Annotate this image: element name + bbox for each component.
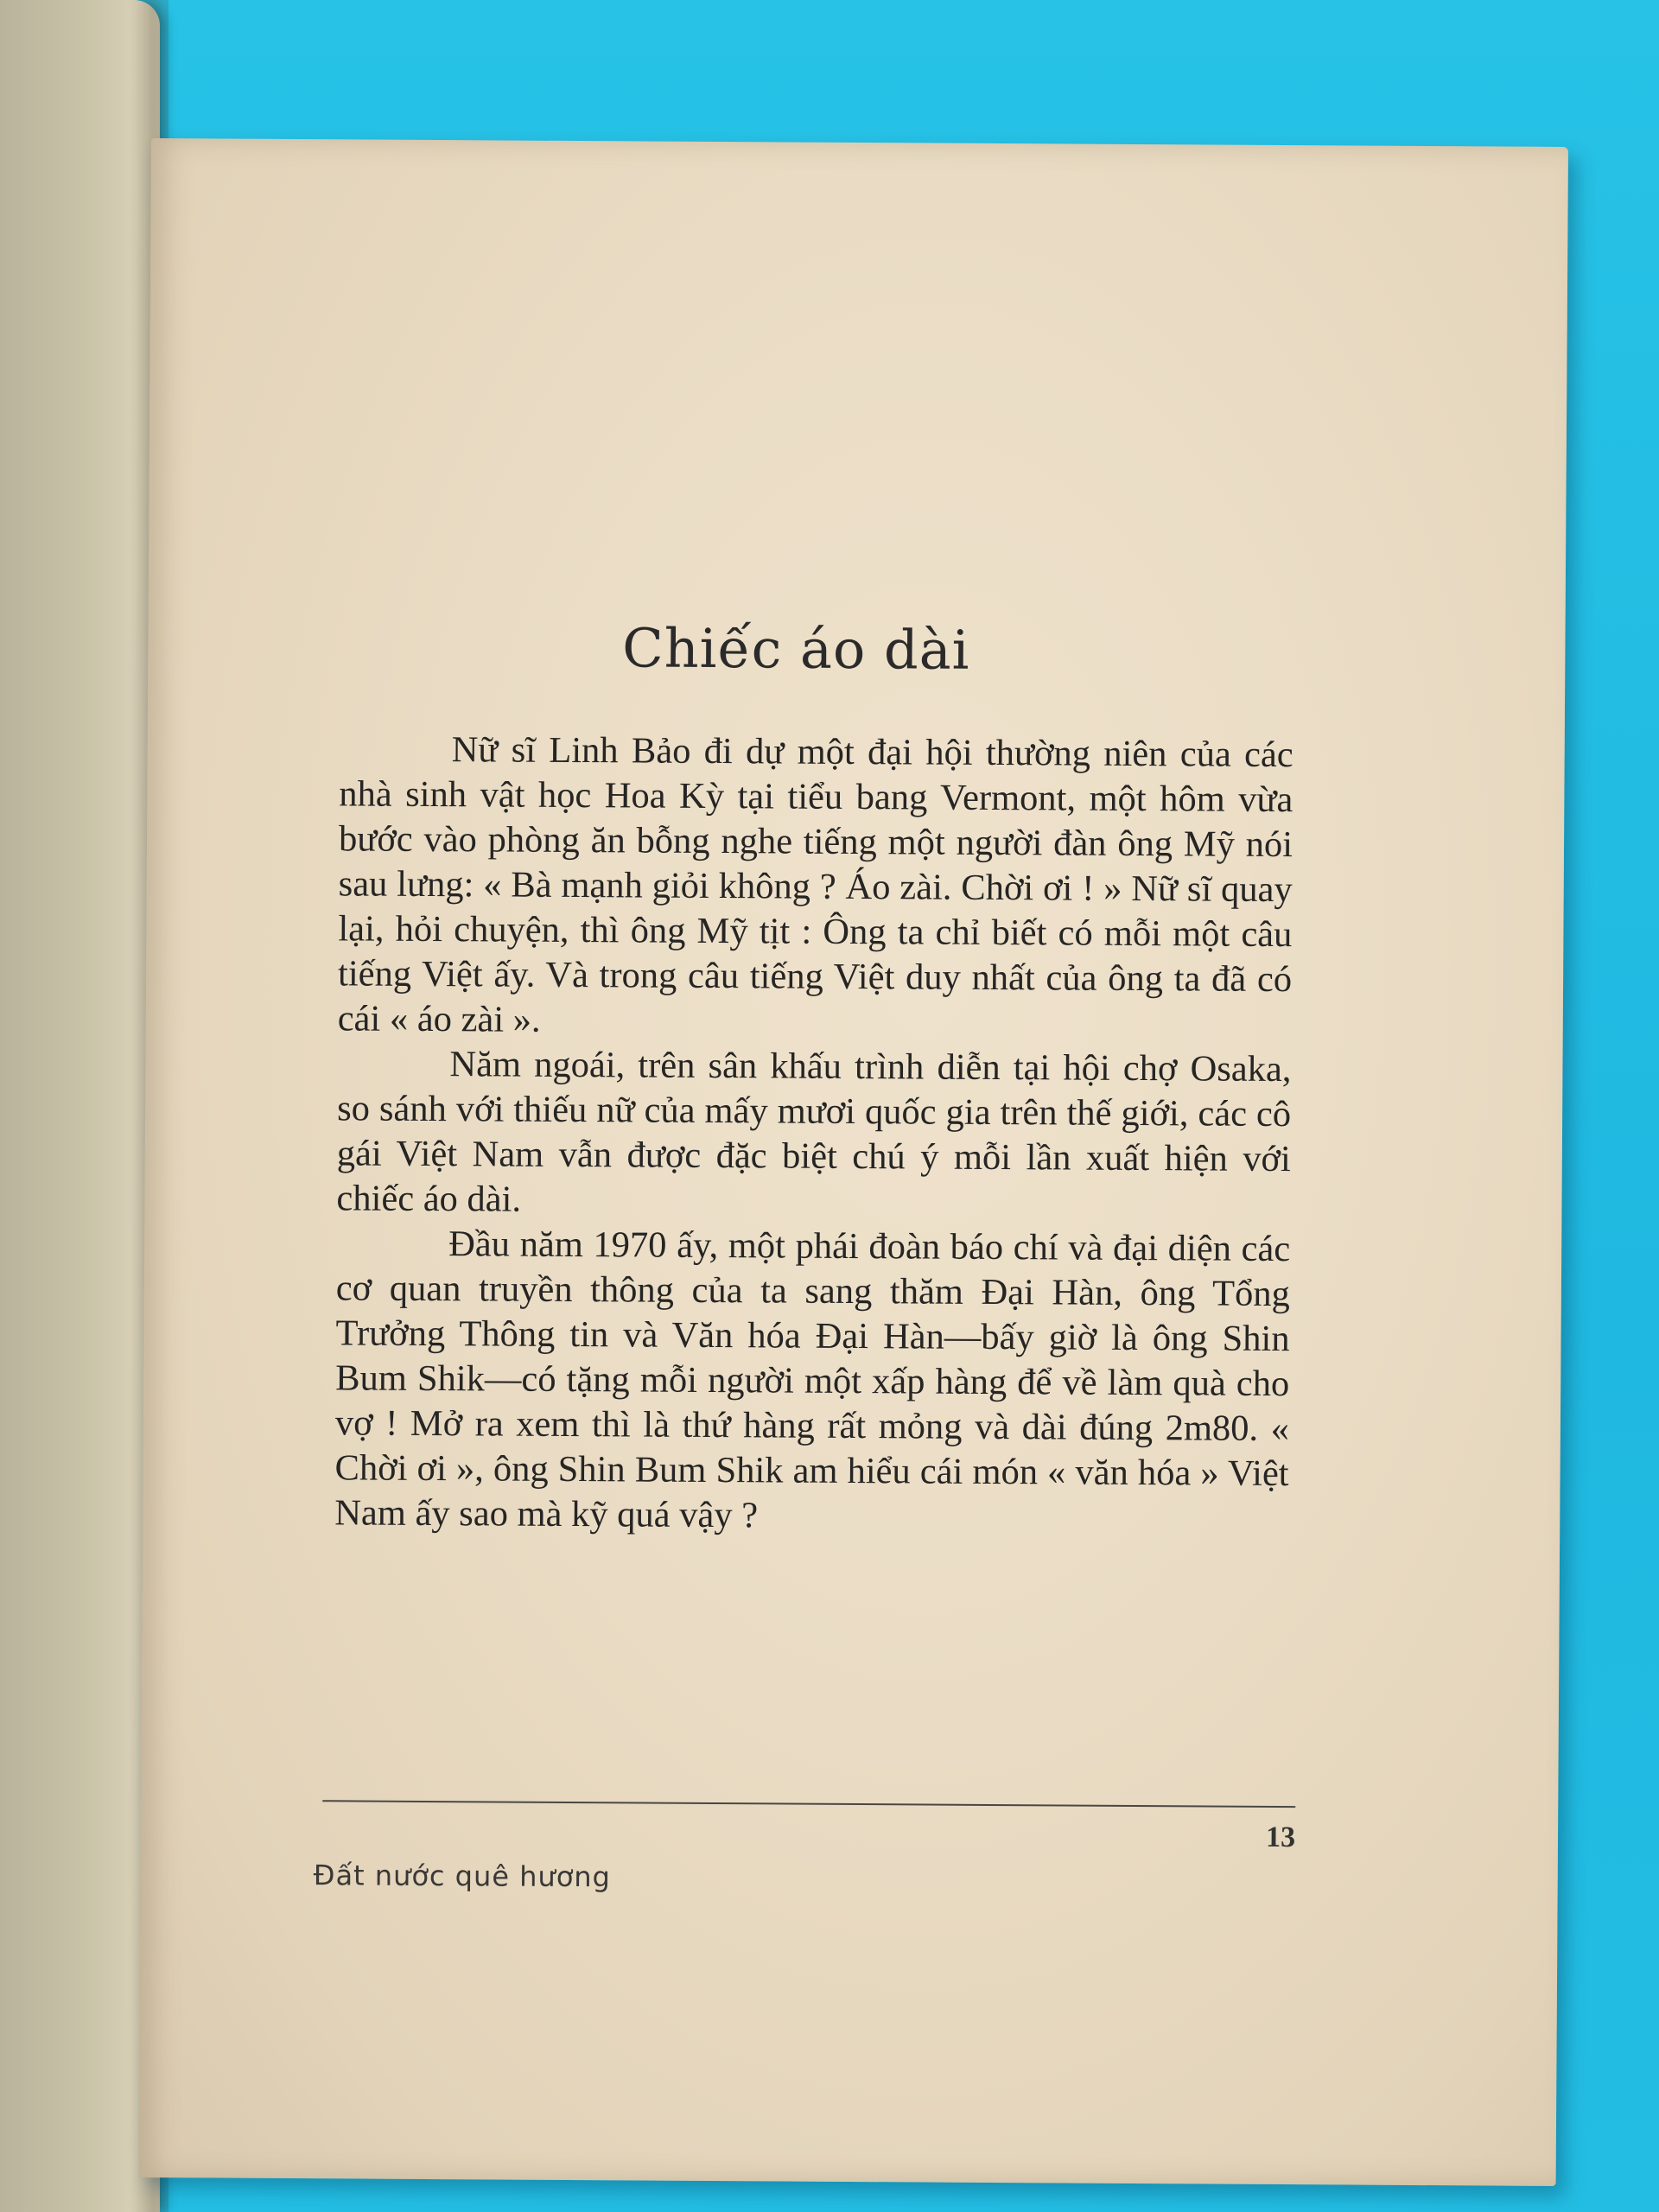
page-title: Chiếc áo dài [622, 616, 970, 682]
page-number: 13 [1265, 1821, 1296, 1854]
running-footer: Đất nước quê hương [313, 1859, 612, 1894]
paragraph-1: Nữ sĩ Linh Bảo đi dự một đại hội thường niên của các nhà sinh vật học Hoa Kỳ tại tiểu bang Vermont, một hôm vừa bước vào phòng ăn bỗng nghe tiếng một người đàn ông Mỹ nói sau lưng: « Bà mạnh giỏi không ? Áo zài. Chời ơi ! » Nữ sĩ quay lại, hỏi chuyện, thì ông Mỹ tịt : Ông ta chỉ biết có mỗi một câu tiếng Việt ấy. Và trong câu tiếng Việt duy nhất của ông ta đã có cái « áo zài ». [337, 729, 1294, 1040]
paragraph-2: Năm ngoái, trên sân khấu trình diễn tại hội chợ Osaka, so sánh với thiếu nữ của mấy mươi quốc gia trên thế giới, các cô gái Việt Nam vẫn được đặc biệt chú ý mỗi lần xuất hiện với chiếc áo dài. [336, 1044, 1292, 1220]
book-page [139, 138, 1568, 2186]
body-text [334, 727, 1294, 1541]
paragraph-3: Đầu năm 1970 ấy, một phái đoàn báo chí và đại diện các cơ quan truyền thông của ta sang thăm Đại Hàn, ông Tổng Trưởng Thông tin và Văn hóa Đại Hàn—bấy giờ là ông Shin Bum Shik—có tặng mỗi người một xấp hàng để về làm quà cho vợ ! Mở ra xem thì là thứ hàng rất mỏng và dài đúng 2m80. « Chời ơi », ông Shin Bum Shik am hiểu cái món « văn hóa » Việt Nam ấy sao mà kỹ quá vậy ? [334, 1224, 1291, 1536]
footer-divider [322, 1800, 1295, 1808]
